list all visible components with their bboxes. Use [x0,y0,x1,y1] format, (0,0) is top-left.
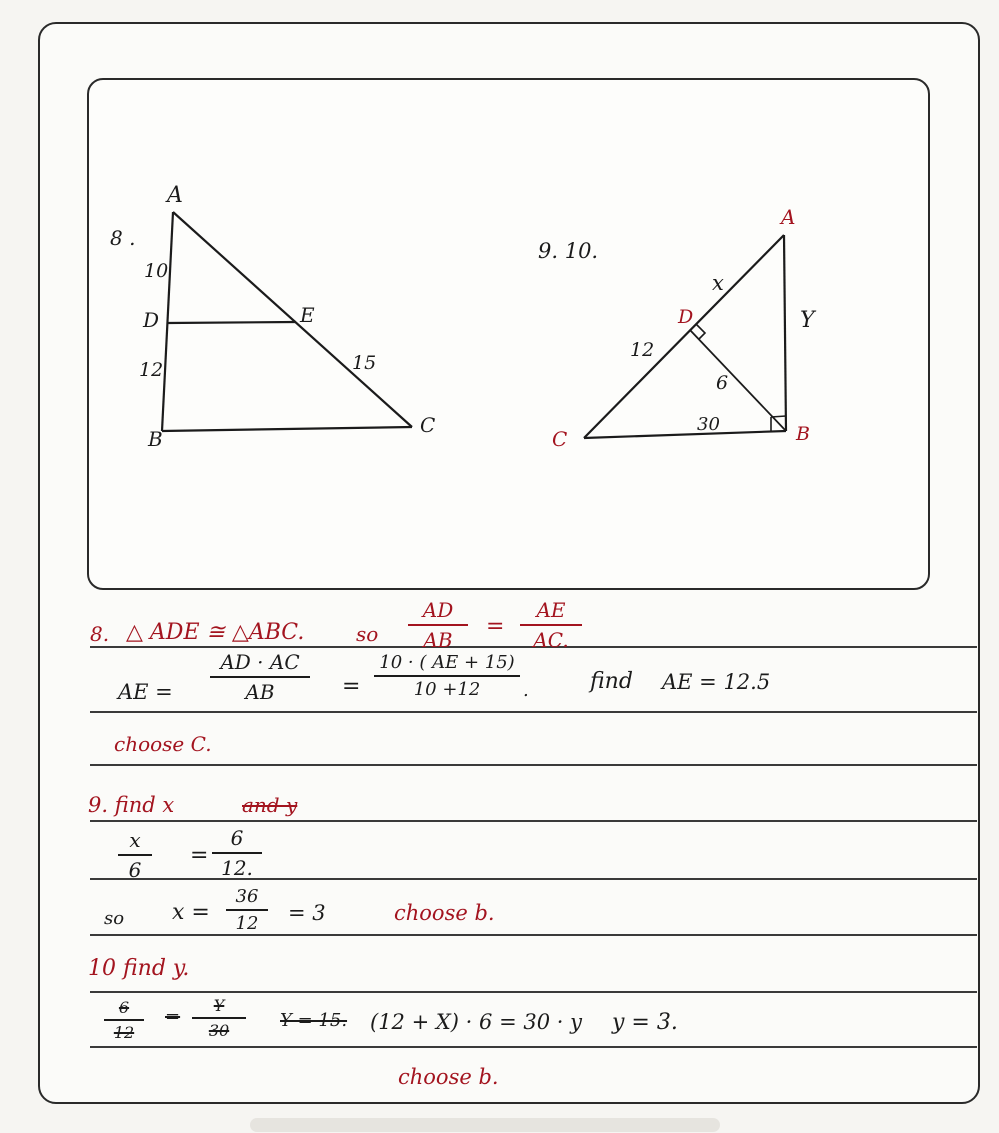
label-db-length: 6 [716,372,729,394]
sol8-fraction-ae-ac: AE AC. [520,598,582,652]
sol8-result: AE = 12.5 [662,670,771,694]
label-point-d: D [143,308,160,332]
label-point-b: B [796,423,810,445]
side-cb [584,431,786,438]
sol9-fraction-6-12: 6 12. [212,826,262,880]
sol10-struck-equals: = [165,1006,181,1027]
label-ec-length: 15 [352,352,377,374]
label-cb-length: 30 [697,414,720,435]
ruled-line [90,820,977,822]
sol9-struck-text: and y [242,793,298,817]
ruled-line [90,764,977,766]
sol9-result: = 3 [288,901,326,925]
page-shadow [250,1118,720,1132]
segment-de [168,322,296,323]
sol10-struck-result: Y = 15. [280,1010,348,1031]
sol10-struck-fraction-6-12: 6 12 [104,998,144,1042]
label-point-b: B [148,427,163,451]
side-ac [584,235,784,438]
sol9-so: so [104,908,125,929]
label-ad-length: 10 [144,260,169,282]
label-point-d: D [678,306,694,328]
sol10-result: y = 3. [612,1010,678,1035]
sol9-equals: = [190,843,209,868]
sol9-x-eq: x = [172,900,210,925]
label-fig8-number: 8 . [110,226,136,250]
sol10-struck-fraction-y-30: Y 30 [192,996,246,1040]
sol10-equation: (12 + X) · 6 = 30 · y [370,1010,582,1034]
sol8-fraction-adac-ab: AD · AC AB [210,650,310,704]
sol9-choose: choose b. [394,901,495,925]
label-point-c: C [552,427,568,451]
figure-9-10 [538,205,817,451]
figure-8 [110,183,435,451]
label-point-c: C [420,413,436,437]
sol9-fraction-x-6: x 6 [118,828,152,882]
sol8-ae-lhs: AE = [118,680,173,704]
label-cd-length: 12 [630,339,655,361]
sol10-choose: choose b. [398,1065,499,1089]
label-fig910-number: 9. 10. [538,239,599,263]
sol9-find-x: 9. find x [88,793,175,817]
sol9-fraction-36-12: 36 12 [226,886,268,934]
sol8-number: 8. [90,622,110,646]
sol8-equals: = [486,614,505,639]
ruled-line [90,711,977,713]
side-ac [173,212,412,427]
sol8-fraction-substituted: 10 · ( AE + 15) 10 +12 [374,652,520,700]
sol8-find: find [590,669,633,694]
side-ab [784,235,786,431]
label-point-a: A [781,205,796,229]
sol8-equals-2: = [342,674,361,699]
sol8-similarity-claim: △ ADE ≅ △ABC. [126,620,305,645]
label-point-e: E [300,303,315,327]
sol8-so: so [356,622,379,646]
label-point-a: A [167,183,183,208]
sol8-dot: . [523,680,529,701]
label-db-length: 12 [139,359,164,381]
ruled-line [90,991,977,993]
side-ab [162,212,173,431]
sol8-fraction-ad-ab: AD AB [408,598,468,652]
ruled-line [90,934,977,936]
label-y: Y [800,308,815,333]
sol8-choose: choose C. [114,732,212,756]
label-x: x [712,271,724,295]
side-bc [162,427,412,431]
sol10-find-y: 10 find y. [88,956,190,981]
ruled-line [90,1046,977,1048]
